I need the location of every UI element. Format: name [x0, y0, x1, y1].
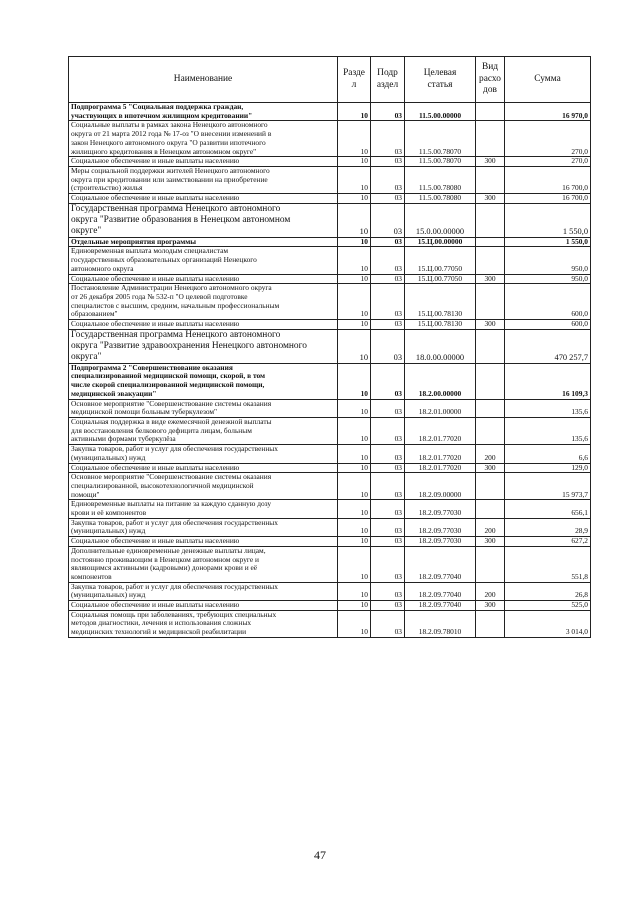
row-subsection: 03: [371, 546, 405, 582]
row-expense-kind: [476, 363, 505, 399]
row-target-article: 18.0.00.00000: [405, 329, 476, 363]
row-expense-kind: [476, 284, 505, 320]
row-amount: 16 700,0: [505, 194, 591, 204]
row-target-article: 15.Ц.00.78130: [405, 284, 476, 320]
row-expense-kind: [476, 417, 505, 444]
row-subsection: 03: [371, 582, 405, 600]
table-row: [69, 363, 591, 399]
table-row: [69, 473, 591, 500]
row-target-article: 11.5.00.78080: [405, 194, 476, 204]
row-subsection: 03: [371, 500, 405, 518]
row-subsection: 03: [371, 320, 405, 330]
row-name: Социальное обеспечение и иные выплаты населению: [69, 194, 338, 204]
row-amount: 129,0: [505, 463, 591, 473]
budget-table-sheet: [68, 56, 590, 638]
row-amount: 16 970,0: [505, 103, 591, 121]
row-name: Закупка товаров, работ и услуг для обеспечения государственных (муниципальных) нужд: [69, 445, 338, 463]
row-target-article: 18.2.09.77030: [405, 500, 476, 518]
table-row: [69, 537, 591, 547]
row-section: 10: [338, 582, 371, 600]
row-target-article: 15.Ц.00.00000: [405, 237, 476, 247]
row-name: Социальная поддержка в виде ежемесячной денежной выплаты для восстановления белкового дефицита лицам, больным активными формами туберкулёза: [69, 417, 338, 444]
row-section: 10: [338, 463, 371, 473]
row-target-article: 18.2.09.77030: [405, 537, 476, 547]
row-expense-kind: 300: [476, 601, 505, 611]
row-amount: 15 973,7: [505, 473, 591, 500]
row-amount: 600,0: [505, 284, 591, 320]
row-subsection: 03: [371, 445, 405, 463]
row-name: Меры социальной поддержки жителей Ненецкого автономного округа при кредитовании или заимствовании на приобретение (строительство) жилья: [69, 166, 338, 193]
table-row: [69, 445, 591, 463]
row-subsection: 03: [371, 237, 405, 247]
row-section: 10: [338, 363, 371, 399]
row-name: Подпрограмма 5 "Социальная поддержка граждан, участвующих в ипотечном жилищном кредитовании": [69, 103, 338, 121]
row-expense-kind: [476, 610, 505, 637]
budget-table: [68, 56, 591, 638]
header-name: Наименование: [69, 57, 338, 103]
table-row: [69, 166, 591, 193]
row-name: Социальное обеспечение и иные выплаты населению: [69, 157, 338, 167]
header-amount: Сумма: [505, 57, 591, 103]
row-amount: 270,0: [505, 157, 591, 167]
row-amount: 950,0: [505, 274, 591, 284]
table-row: [69, 284, 591, 320]
row-subsection: 03: [371, 247, 405, 274]
page-number: 47: [314, 848, 326, 862]
table-row: [69, 582, 591, 600]
row-amount: 525,0: [505, 601, 591, 611]
row-amount: 627,2: [505, 537, 591, 547]
table-row: [69, 610, 591, 637]
row-section: 10: [338, 320, 371, 330]
row-name: Государственная программа Ненецкого автономного округа "Развитие здравоохранения Ненецкого автономного округа": [69, 329, 338, 363]
row-expense-kind: [476, 399, 505, 417]
table-row: [69, 237, 591, 247]
row-section: 10: [338, 473, 371, 500]
row-amount: 135,6: [505, 417, 591, 444]
row-target-article: 18.2.09.77030: [405, 518, 476, 536]
table-row: [69, 518, 591, 536]
row-subsection: 03: [371, 166, 405, 193]
table-row: [69, 103, 591, 121]
row-expense-kind: [476, 247, 505, 274]
row-name: Отдельные мероприятия программы: [69, 237, 338, 247]
row-section: 10: [338, 537, 371, 547]
row-subsection: 03: [371, 601, 405, 611]
row-target-article: 15.0.00.00000: [405, 203, 476, 237]
row-subsection: 03: [371, 194, 405, 204]
row-subsection: 03: [371, 274, 405, 284]
row-amount: 656,1: [505, 500, 591, 518]
row-target-article: 18.2.09.00000: [405, 473, 476, 500]
row-amount: 26,8: [505, 582, 591, 600]
header-section: Разде л: [338, 57, 371, 103]
row-amount: 28,9: [505, 518, 591, 536]
row-subsection: 03: [371, 399, 405, 417]
row-name: Социальное обеспечение и иные выплаты населению: [69, 463, 338, 473]
table-row: [69, 601, 591, 611]
row-subsection: 03: [371, 157, 405, 167]
row-target-article: 18.2.01.77020: [405, 463, 476, 473]
row-subsection: 03: [371, 518, 405, 536]
row-expense-kind: [476, 473, 505, 500]
row-target-article: 18.2.01.77020: [405, 417, 476, 444]
table-row: [69, 274, 591, 284]
row-target-article: 11.5.00.00000: [405, 103, 476, 121]
row-amount: 1 550,0: [505, 237, 591, 247]
row-name: Закупка товаров, работ и услуг для обеспечения государственных (муниципальных) нужд: [69, 518, 338, 536]
row-target-article: 18.2.09.77040: [405, 546, 476, 582]
row-expense-kind: [476, 500, 505, 518]
header-target-article: Целевая статья: [405, 57, 476, 103]
row-expense-kind: 300: [476, 194, 505, 204]
row-target-article: 18.2.01.77020: [405, 445, 476, 463]
row-section: 10: [338, 445, 371, 463]
row-section: 10: [338, 121, 371, 157]
row-name: Социальное обеспечение и иные выплаты населению: [69, 274, 338, 284]
row-section: 10: [338, 399, 371, 417]
row-expense-kind: 200: [476, 582, 505, 600]
row-section: 10: [338, 284, 371, 320]
row-expense-kind: [476, 329, 505, 363]
row-expense-kind: [476, 237, 505, 247]
row-amount: 1 550,0: [505, 203, 591, 237]
row-subsection: 03: [371, 537, 405, 547]
row-expense-kind: 300: [476, 157, 505, 167]
row-section: 10: [338, 601, 371, 611]
row-section: 10: [338, 329, 371, 363]
row-subsection: 03: [371, 463, 405, 473]
row-amount: 3 014,0: [505, 610, 591, 637]
row-section: 10: [338, 157, 371, 167]
row-name: Государственная программа Ненецкого автономного округа "Развитие образования в Ненецком автономном округе": [69, 203, 338, 237]
row-amount: 950,0: [505, 247, 591, 274]
row-section: 10: [338, 166, 371, 193]
row-subsection: 03: [371, 103, 405, 121]
table-row: [69, 399, 591, 417]
row-amount: 6,6: [505, 445, 591, 463]
row-expense-kind: 300: [476, 463, 505, 473]
row-subsection: 03: [371, 284, 405, 320]
row-expense-kind: 300: [476, 537, 505, 547]
row-section: 10: [338, 274, 371, 284]
row-name: Основное мероприятие "Совершенствование системы оказания медицинской помощи больным туберкулезом": [69, 399, 338, 417]
row-name: Социальное обеспечение и иные выплаты населению: [69, 537, 338, 547]
row-subsection: 03: [371, 203, 405, 237]
row-expense-kind: 300: [476, 320, 505, 330]
row-name: Основное мероприятие "Совершенствование системы оказания специализированной, высокотехнологичной медицинской помощи": [69, 473, 338, 500]
row-subsection: 03: [371, 417, 405, 444]
row-amount: 16 700,0: [505, 166, 591, 193]
row-amount: 600,0: [505, 320, 591, 330]
row-target-article: 11.5.00.78070: [405, 157, 476, 167]
row-target-article: 15.Ц.00.77050: [405, 247, 476, 274]
table-row: [69, 320, 591, 330]
row-target-article: 18.2.01.00000: [405, 399, 476, 417]
row-name: Постановление Администрации Ненецкого автономного округа от 26 декабря 2005 года № 532-п "О целевой подготовке специалистов с высшим, средним, начальным профессиональным образованием": [69, 284, 338, 320]
row-section: 10: [338, 237, 371, 247]
row-subsection: 03: [371, 610, 405, 637]
row-expense-kind: 200: [476, 518, 505, 536]
row-amount: 270,0: [505, 121, 591, 157]
row-name: Социальные выплаты в рамках закона Ненецкого автономного округа от 21 марта 2012 года № 17-оз "О внесении изменений в закон Ненецкого автономного округа "О развитии ипотечного жилищного кредитования в Ненецком автономном округе": [69, 121, 338, 157]
row-amount: 135,6: [505, 399, 591, 417]
row-name: Дополнительные единовременные денежные выплаты лицам, постоянно проживающим в Ненецком автономном округе и являющимся активными (кадровыми) донорами крови и её компонентов: [69, 546, 338, 582]
row-target-article: 18.2.09.77040: [405, 582, 476, 600]
row-name: Социальное обеспечение и иные выплаты населению: [69, 601, 338, 611]
table-header-row: [69, 57, 591, 103]
row-section: 10: [338, 610, 371, 637]
row-amount: 551,8: [505, 546, 591, 582]
table-row: [69, 329, 591, 363]
row-target-article: 18.2.00.00000: [405, 363, 476, 399]
row-name: Закупка товаров, работ и услуг для обеспечения государственных (муниципальных) нужд: [69, 582, 338, 600]
table-row: [69, 203, 591, 237]
row-name: Единовременные выплаты на питание за каждую сданную дозу крови и её компонентов: [69, 500, 338, 518]
row-expense-kind: [476, 546, 505, 582]
row-expense-kind: [476, 166, 505, 193]
table-row: [69, 546, 591, 582]
row-target-article: 15.Ц.00.77050: [405, 274, 476, 284]
header-subsection: Подр аздел: [371, 57, 405, 103]
row-expense-kind: 300: [476, 274, 505, 284]
row-section: 10: [338, 500, 371, 518]
row-subsection: 03: [371, 329, 405, 363]
row-name: Социальное обеспечение и иные выплаты населению: [69, 320, 338, 330]
table-row: [69, 500, 591, 518]
header-expense-kind: Вид расхо дов: [476, 57, 505, 103]
row-name: Подпрограмма 2 "Совершенствование оказания специализированной медицинской помощи, скорой, в том числе скорой специализированной медицинской помощи, медицинской эвакуации": [69, 363, 338, 399]
row-target-article: 18.2.09.78010: [405, 610, 476, 637]
row-section: 10: [338, 518, 371, 536]
row-name: Единовременная выплата молодым специалистам государственных образовательных организаций Ненецкого автономного округа: [69, 247, 338, 274]
row-expense-kind: 200: [476, 445, 505, 463]
row-target-article: 18.2.09.77040: [405, 601, 476, 611]
row-section: 10: [338, 203, 371, 237]
row-section: 10: [338, 103, 371, 121]
row-subsection: 03: [371, 473, 405, 500]
table-row: [69, 194, 591, 204]
table-row: [69, 121, 591, 157]
row-expense-kind: [476, 203, 505, 237]
table-row: [69, 247, 591, 274]
row-subsection: 03: [371, 363, 405, 399]
row-target-article: 11.5.00.78070: [405, 121, 476, 157]
row-subsection: 03: [371, 121, 405, 157]
row-section: 10: [338, 247, 371, 274]
row-section: 10: [338, 417, 371, 444]
row-amount: 470 257,7: [505, 329, 591, 363]
table-row: [69, 157, 591, 167]
row-expense-kind: [476, 121, 505, 157]
table-row: [69, 463, 591, 473]
row-target-article: 11.5.00.78080: [405, 166, 476, 193]
row-target-article: 15.Ц.00.78130: [405, 320, 476, 330]
table-row: [69, 417, 591, 444]
row-name: Социальная помощь при заболеваниях, требующих специальных методов диагностики, лечения и использования сложных медицинских технологий и медицинской реабилитации: [69, 610, 338, 637]
row-expense-kind: [476, 103, 505, 121]
row-section: 10: [338, 546, 371, 582]
row-amount: 16 109,3: [505, 363, 591, 399]
row-section: 10: [338, 194, 371, 204]
